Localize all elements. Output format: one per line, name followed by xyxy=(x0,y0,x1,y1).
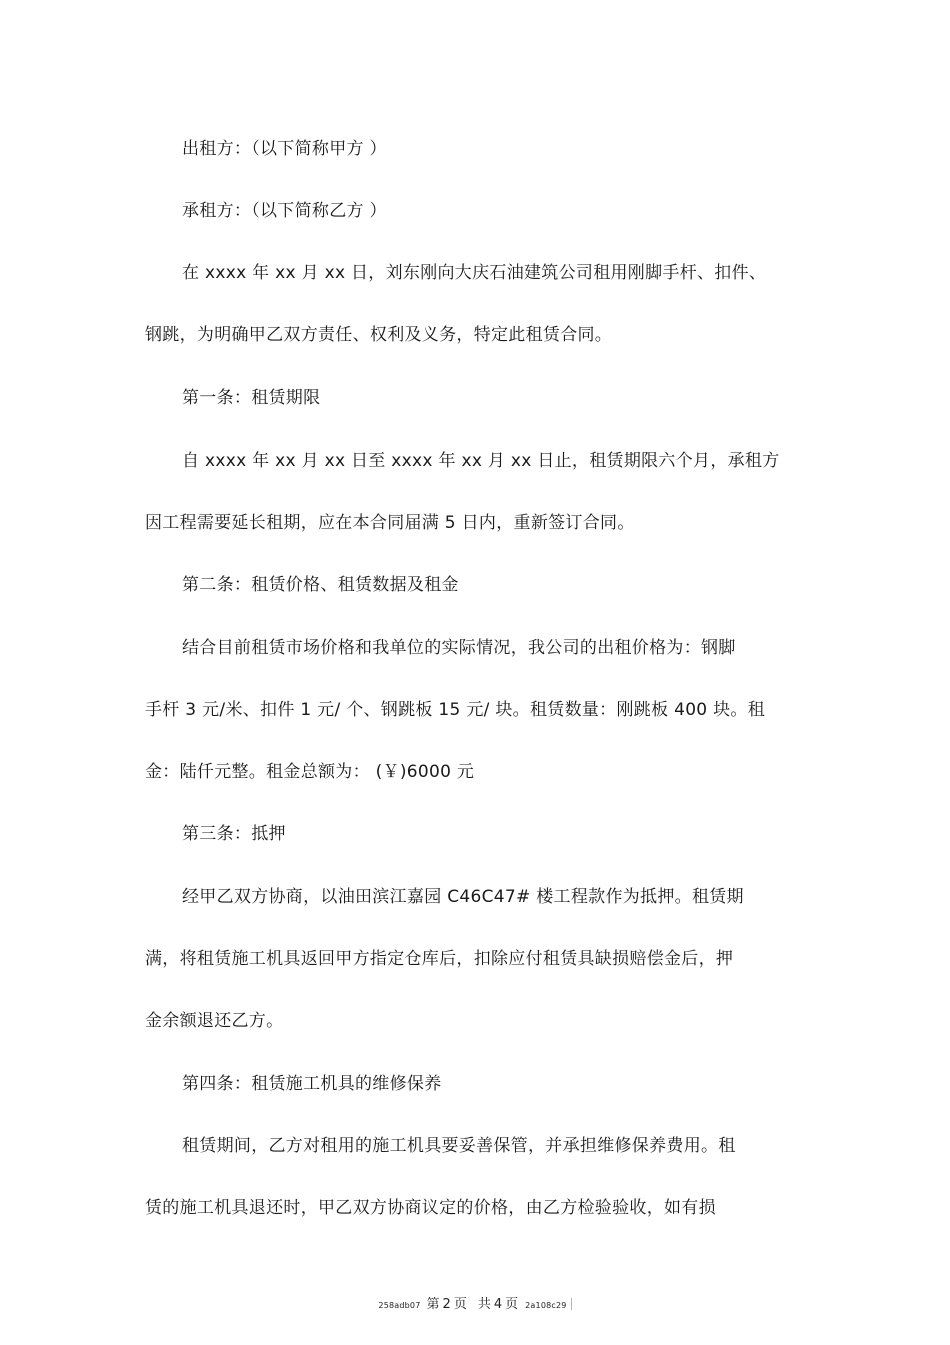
footer-page-total: 4 xyxy=(493,1297,503,1312)
footer-page-suffix: 页 xyxy=(505,1297,519,1312)
footer-page-current: 2 xyxy=(442,1297,451,1312)
footer-left-code: 258adb07 xyxy=(378,1301,421,1310)
text-line-article-3-1: 经甲乙双方协商，以油田滨江嘉园 C46C47# 楼工程款作为抵押。租赁期 xyxy=(182,887,744,907)
text-line-article-4-2: 赁的施工机具退还时，甲乙双方协商议定的价格，由乙方检验验收，如有损 xyxy=(145,1198,716,1218)
footer-right-code: 2a108c29 xyxy=(525,1301,567,1310)
footer-page-mid: 页 xyxy=(453,1297,467,1312)
heading-article-1: 第一条：租赁期限 xyxy=(182,388,321,408)
page-footer xyxy=(0,1293,950,1315)
heading-article-3: 第三条：抵押 xyxy=(182,824,286,844)
text-line-article-3-3: 金余额退还乙方。 xyxy=(145,1011,284,1031)
text-line-article-2-1: 结合目前租赁市场价格和我单位的实际情况，我公司的出租价格为：钢脚 xyxy=(182,638,736,658)
text-line-party-b: 承租方：（以下简称乙方 ） xyxy=(182,201,387,221)
footer-page-prefix: 第 xyxy=(426,1297,440,1312)
text-line-intro-2: 钢跳，为明确甲乙双方责任、权利及义务，特定此租赁合同。 xyxy=(145,325,613,345)
text-line-article-3-2: 满，将租赁施工机具返回甲方指定仓库后，扣除应付租赁具缺损赔偿金后，押 xyxy=(145,949,734,969)
heading-article-4: 第四条：租赁施工机具的维修保养 xyxy=(182,1074,442,1094)
text-line-article-2-3: 金：陆仟元整。租金总额为： (￥)6000 元 xyxy=(145,762,475,782)
footer-separator xyxy=(571,1298,572,1310)
text-line-intro-1: 在 xxxx 年 xx 月 xx 日，刘东刚向大庆石油建筑公司租用刚脚手杆、扣件、 xyxy=(182,263,767,283)
text-line-party-a: 出租方：（以下简称甲方 ） xyxy=(182,139,387,159)
footer-total-prefix: 共 xyxy=(477,1297,491,1312)
text-line-article-1-2: 因工程需要延长租期，应在本合同届满 5 日内，重新签订合同。 xyxy=(145,513,635,533)
text-line-article-4-1: 租赁期间，乙方对租用的施工机具要妥善保管，并承担维修保养费用。租 xyxy=(182,1136,736,1156)
text-line-article-2-2: 手杆 3 元/米、扣件 1 元/ 个、钢跳板 15 元/ 块。租赁数量：刚跳板 400 块。租 xyxy=(145,700,766,720)
text-line-article-1-1: 自 xxxx 年 xx 月 xx 日至 xxxx 年 xx 月 xx 日止，租赁期限六个月，承租方 xyxy=(182,451,780,471)
heading-article-2: 第二条：租赁价格、租赁数据及租金 xyxy=(182,575,459,595)
